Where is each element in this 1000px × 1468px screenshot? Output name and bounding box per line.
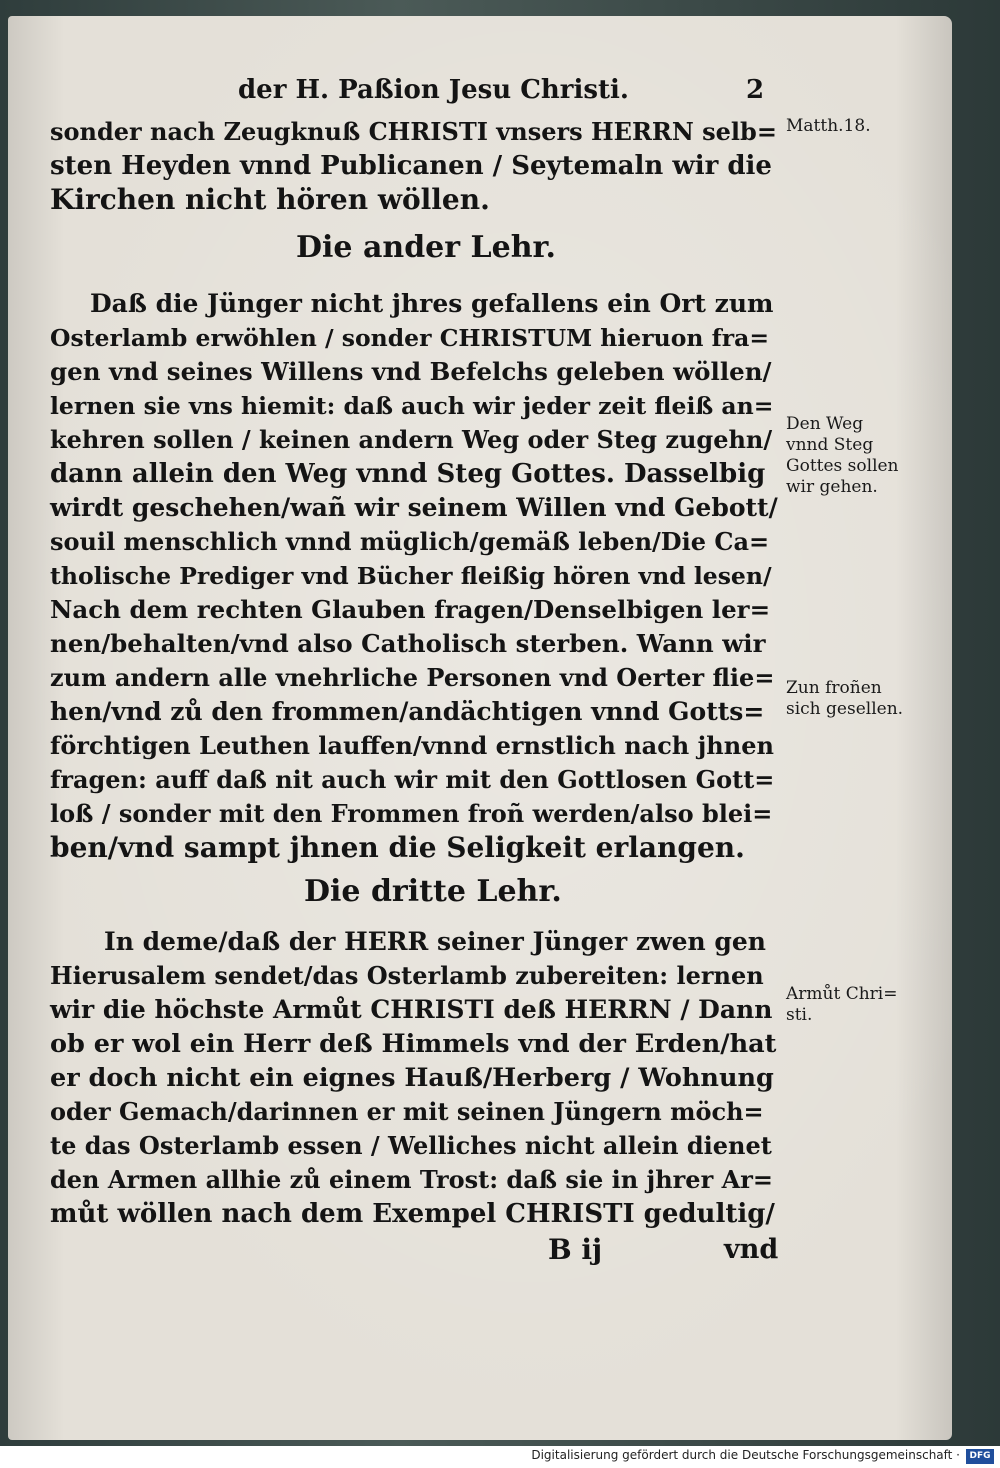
marginal-note-line: Armůt Chri= [786, 984, 898, 1004]
body-line: Daß die Jünger nicht jhres gefallens ein Ort zum [90, 289, 774, 318]
body-line: sonder nach Zeugknuß CHRISTI vnsers HERRN selb= [50, 117, 777, 146]
body-line: te das Osterlamb essen / Welliches nicht allein dienet [50, 1131, 772, 1160]
running-title: der H. Paßion Jesu Christi. [238, 75, 629, 105]
body-line: dann allein den Weg vnnd Steg Gottes. Dasselbig [50, 459, 766, 489]
marginal-note-matthew [786, 116, 871, 137]
body-line: Hierusalem sendet/das Osterlamb zubereiten: lernen [50, 961, 764, 990]
marginal-note-line: vnnd Steg [786, 435, 874, 455]
signature-mark: B ij [548, 1233, 603, 1266]
body-line: souil menschlich vnnd müglich/gemäß leben/Die Ca= [50, 527, 770, 556]
body-line: In deme/daß der HERR seiner Jünger zwen gen [104, 927, 766, 956]
body-line: den Armen allhie zů einem Trost: daß sie in jhrer Ar= [50, 1165, 773, 1194]
marginal-note-weg [786, 414, 899, 498]
funding-credit: Digitalisierung gefördert durch die Deutsche Forschungsgemeinschaft · [531, 1448, 960, 1462]
body-line: er doch nicht ein eignes Hauß/Herberg / Wohnung [50, 1063, 774, 1093]
marginal-note-frommen [786, 678, 903, 720]
body-line: hen/vnd zů den frommen/andächtigen vnnd Gotts= [50, 697, 765, 726]
body-line: sten Heyden vnnd Publicanen / Seytemaln wir die [50, 151, 772, 181]
footer-bar [0, 1446, 1000, 1468]
marginal-note-line: Matth.18. [786, 116, 871, 136]
body-line: loß / sonder mit den Frommen froñ werden/also blei= [50, 799, 773, 828]
body-line: lernen sie vns hiemit: daß auch wir jeder zeit fleiß an= [50, 392, 774, 420]
body-line: Osterlamb erwöhlen / sonder CHRISTUM hieruon fra= [50, 324, 770, 352]
book-page [8, 16, 952, 1440]
dfg-logo: DFG [966, 1449, 994, 1464]
body-line: wir die höchste Armůt CHRISTI deß HERRN / Dann [50, 995, 773, 1024]
body-line: ob er wol ein Herr deß Himmels vnd der Erden/hat [50, 1029, 777, 1059]
marginal-note-armut [786, 984, 897, 1026]
page-number: 2 [746, 75, 765, 105]
section-heading: Die dritte Lehr. [304, 874, 562, 909]
body-line: tholische Prediger vnd Bücher fleißig hören vnd lesen/ [50, 562, 772, 590]
body-line: gen vnd seines Willens vnd Befelchs geleben wöllen/ [50, 357, 772, 386]
body-line: fragen: auff daß nit auch wir mit den Gottlosen Gott= [50, 765, 775, 794]
body-line: zum andern alle vnehrliche Personen vnd Oerter flie= [50, 663, 775, 692]
body-line: oder Gemach/darinnen er mit seinen Jüngern möch= [50, 1097, 764, 1126]
body-line: nen/behalten/vnd also Catholisch sterben. Wann wir [50, 629, 766, 658]
marginal-note-line: Gottes sollen [786, 456, 899, 476]
section-heading: Die ander Lehr. [296, 230, 556, 265]
marginal-note-line: Zun froñen [786, 678, 882, 698]
body-line: Nach dem rechten Glauben fragen/Denselbigen ler= [50, 595, 771, 624]
body-line: förchtigen Leuthen lauffen/vnnd ernstlich nach jhnen [50, 731, 774, 760]
body-line: kehren sollen / keinen andern Weg oder Steg zugehn/ [50, 425, 773, 454]
marginal-note-line: wir gehen. [786, 477, 878, 497]
body-line: Kirchen nicht hören wöllen. [50, 183, 490, 216]
body-line: ben/vnd sampt jhnen die Seligkeit erlangen. [50, 831, 745, 864]
body-line: wirdt geschehen/wañ wir seinem Willen vnd Gebott/ [50, 493, 778, 522]
marginal-note-line: sti. [786, 1005, 813, 1025]
catchword: vnd [724, 1234, 779, 1265]
marginal-note-line: Den Weg [786, 414, 864, 434]
body-line: můt wöllen nach dem Exempel CHRISTI gedultig/ [50, 1199, 775, 1229]
marginal-note-line: sich gesellen. [786, 699, 904, 719]
